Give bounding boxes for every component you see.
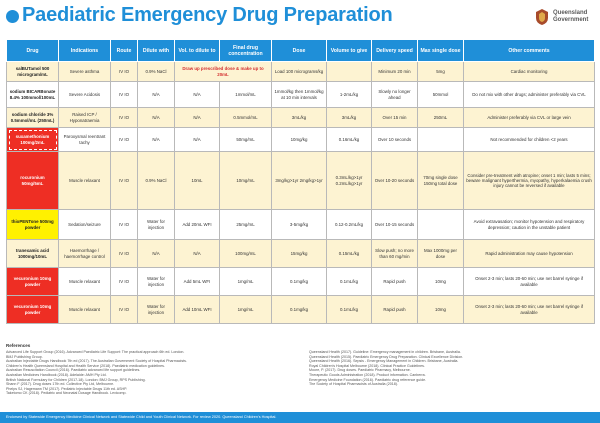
reference-item: Australian Injectable Drugs Handbook 7th ed (2017). The Australian Government Society of Hospital Pharmacists.	[6, 359, 187, 364]
reference-item: The Society of Hospital Pharmacists of Australia (2018).	[309, 382, 398, 387]
reference-item: Queensland Health (2016). Sepsis - Emergency Management in Children. Brisbane, Australia.	[309, 359, 459, 364]
cell-drug: vecuronium 10mg powder	[7, 268, 59, 296]
references-left-column	[6, 350, 291, 396]
cell-route: IV IO	[111, 108, 138, 128]
cell-route: IV IO	[111, 296, 138, 324]
cell-indications: Muscle relaxant	[59, 152, 111, 210]
cell-dose: 0.1mg/kg	[272, 268, 327, 296]
cell-speed: Over 10-20 seconds	[372, 152, 418, 210]
cell-dose: 1mmol/kg then 1mmol/kg at 10 min intervals	[272, 82, 327, 108]
cell-speed: Slow push; no more than 60 mg/min	[372, 240, 418, 268]
logo-line-1: Queensland	[553, 10, 588, 16]
reference-item: Shann F (2017). Drug doses 17th ed. Collective Pty Ltd, Melbourne.	[6, 382, 115, 387]
cell-comments: Avoid extravasation; monitor hypotension and respiratory depression; caution in the unstable patient	[464, 210, 595, 240]
cell-comments: Cardiac monitoring	[464, 62, 595, 82]
cell-drug: sodium BICARBonate 8.4% 100mmol/100mL	[7, 82, 59, 108]
cell-dilute: N/A	[138, 128, 175, 152]
header-dilute-with: Dilute with	[138, 40, 175, 62]
cell-speed: Over 10 seconds	[372, 128, 418, 152]
reference-item: Children's Health Queensland Hospital and Health Service (2018). Paediatric medication guidelines.	[6, 363, 165, 368]
cell-volume: 0.15mL/kg	[327, 240, 372, 268]
cell-dose: 3mg/kg>1yr 2mg/kg>1yr	[272, 152, 327, 210]
cell-route: IV IO	[111, 240, 138, 268]
cell-dose: 10mg/kg	[272, 128, 327, 152]
cell-dilute: 0.9% NaCl	[138, 152, 175, 210]
reference-item: Advanced Life Support Group (2016). Advanced Paediatric Life Support: The practical approach 6th ed. London.	[6, 350, 185, 354]
bullet-icon	[6, 10, 19, 23]
cell-route: IV IO	[111, 62, 138, 82]
reference-item: BMJ Publishing Group.	[6, 354, 43, 359]
table-row-suxamethonium	[7, 128, 595, 152]
cell-volume: 0.16mL/kg	[327, 128, 372, 152]
drug-table	[6, 39, 595, 324]
cell-drug: vecuronium 10mg powder	[7, 296, 59, 324]
cell-max: Max 1000mg per dose	[418, 240, 464, 268]
cell-dose: 3-5mg/kg	[272, 210, 327, 240]
cell-max: 70mg single dose 150mg total dose	[418, 152, 464, 210]
cell-drug: tranexamic acid 1000mg/10mL	[7, 240, 59, 268]
cell-indications: Muscle relaxant	[59, 296, 111, 324]
cell-dilute: Water for injection	[138, 210, 175, 240]
reference-item: Australian Medicines Handbook (2018). Adelaide: AMH Pty Ltd.	[6, 372, 107, 377]
cell-volume: 1-2mL/kg	[327, 82, 372, 108]
cell-route: IV IO	[111, 152, 138, 210]
cell-drug: sodium chloride 3% 0.5mmol/mL (250mL)	[7, 108, 59, 128]
page-title: Paediatric Emergency Drug Preparation	[22, 4, 393, 26]
reference-item: British National Formulary for Children (2017-18). London: BMJ Group, RPS Publishing.	[6, 377, 146, 382]
cell-vol: N/A	[175, 82, 220, 108]
cell-comments: Onset 2-3 min; lasts 20-60 min; use net barrel syringe if available	[464, 296, 595, 324]
cell-indications: Severe Acidosis	[59, 82, 111, 108]
header-vol-to-dilute: Vol. to dilute to	[175, 40, 220, 62]
page-footer	[0, 412, 600, 423]
references-section	[6, 343, 594, 409]
cell-vol: N/A	[175, 108, 220, 128]
cell-max: 5mg	[418, 62, 464, 82]
cell-volume: 0.12-0.2mL/kg	[327, 210, 372, 240]
cell-dilute: Water for injection	[138, 268, 175, 296]
cell-speed: Rapid push	[372, 268, 418, 296]
cell-final: 25mg/mL	[220, 210, 272, 240]
cell-comments: Consider pre-treatment with atropine; onset 1 min; lasts 5 mins; beware malignant hyperthermia, myopathy, hyperkalaemia crush injury cannot be reversed if available	[464, 152, 595, 210]
cell-max: 50mmol	[418, 82, 464, 108]
cell-max	[418, 210, 464, 240]
cell-max: 250mL	[418, 108, 464, 128]
reference-item: Therapeutic Goods Administration (2018). Product information. Canberra.	[309, 372, 426, 377]
cell-comments: Onset 2-3 min; lasts 20-60 min; use net barrel syringe if available	[464, 268, 595, 296]
cell-dose: 15mg/kg	[272, 240, 327, 268]
header-delivery-speed: Delivery speed	[372, 40, 418, 62]
reference-item: Queensland Health (2017). Guideline: Emergency management in children. Brisbane, Australia.	[309, 350, 461, 354]
cell-vol: 10mL	[175, 152, 220, 210]
table-row-vecuronium-5ml	[7, 268, 595, 296]
cell-comments: Rapid administration may cause hypotension	[464, 240, 595, 268]
cell-speed: Slowly no longer ahead	[372, 82, 418, 108]
cell-final: 1mg/mL	[220, 296, 272, 324]
cell-comments: Administer preferably via CVL or large vein	[464, 108, 595, 128]
cell-drug: salBUTamol 500 microgram/mL	[7, 62, 59, 82]
crest-icon	[534, 8, 550, 26]
cell-comments: Not recommended for children <2 years	[464, 128, 595, 152]
header-dose: Dose	[272, 40, 327, 62]
cell-final: 0.5mmol/mL	[220, 108, 272, 128]
cell-route: IV IO	[111, 268, 138, 296]
reference-item: Queensland Health (2015). Paediatric Emergency Drug Preparation. Clinical Excellence Division.	[309, 354, 464, 359]
cell-route: IV IO	[111, 82, 138, 108]
header-volume-to-give: Volume to give	[327, 40, 372, 62]
cell-final: 1mmol/mL	[220, 82, 272, 108]
table-header-row	[7, 40, 595, 62]
table-row-salbutamol	[7, 62, 595, 82]
cell-volume	[327, 62, 372, 82]
cell-final: 100mg/mL	[220, 240, 272, 268]
cell-indications: Raised ICP / Hyponatraemia	[59, 108, 111, 128]
page-header	[0, 0, 600, 38]
header-route: Route	[111, 40, 138, 62]
table-row-sodium-chloride	[7, 108, 595, 128]
reference-item: Taketomo CK (2018). Pediatric and Neonatal Dosage Handbook. Lexicomp.	[6, 391, 127, 396]
header-other-comments: Other comments	[464, 40, 595, 62]
cell-dose: 0.1mg/kg	[272, 296, 327, 324]
cell-route: IV IO	[111, 210, 138, 240]
cell-vol-merged: Draw up prescribed dose & make up to 20mL	[175, 62, 272, 82]
references-right-column	[309, 350, 594, 387]
header-drug: Drug	[7, 40, 59, 62]
reference-item: Emergency Medicine Foundation (2016). Paediatric drug reference guide.	[309, 377, 427, 382]
cell-speed: Rapid push	[372, 296, 418, 324]
cell-dilute: N/A	[138, 82, 175, 108]
reference-item: Moore, P. (2017). Drug doses. Paediatric Pharmacy, Melbourne.	[309, 368, 411, 373]
cell-dilute: Water for injection	[138, 296, 175, 324]
footer-text: Endorsed by Statewide Emergency Medicine Clinical Network and Statewide Child and Youth Clinical Network. For review 2020. Queensland Children's Hospital.	[6, 415, 277, 419]
header-max-single-dose: Max single dose	[418, 40, 464, 62]
cell-volume: 0.1mL/kg	[327, 296, 372, 324]
cell-max	[418, 128, 464, 152]
cell-max: 10mg	[418, 296, 464, 324]
cell-speed: Minimum 20 min	[372, 62, 418, 82]
cell-drug: thioPENTone 500mg powder	[7, 210, 59, 240]
cell-vol: Add 5mL WFI	[175, 268, 220, 296]
table-row-thiopentone	[7, 210, 595, 240]
cell-dose: 3mL/kg	[272, 108, 327, 128]
table-row-sodium-bicarbonate	[7, 82, 595, 108]
header-final-concentration: Final drug concentration	[220, 40, 272, 62]
cell-vol: N/A	[175, 128, 220, 152]
reference-item: Phelps SJ, Hagemann TM (2017). Pediatric Injectable Drugs 11th ed. ASHP.	[6, 386, 128, 391]
cell-vol: Add 10mL WFI	[175, 296, 220, 324]
logo-line-2: Government	[553, 17, 589, 23]
cell-indications: Muscle relaxant	[59, 268, 111, 296]
cell-dilute: 0.9% NaCl	[138, 62, 175, 82]
logo-text	[553, 10, 588, 24]
cell-vol: N/A	[175, 240, 220, 268]
table-row-rocuronium	[7, 152, 595, 210]
cell-indications: Paroxysmal reentrant tachy	[59, 128, 111, 152]
cell-indications: Haemorrhage / haemorrhage control	[59, 240, 111, 268]
cell-final: 50mg/mL	[220, 128, 272, 152]
cell-final: 10mg/mL	[220, 152, 272, 210]
cell-speed: Over 15 min	[372, 108, 418, 128]
cell-dose: Load 100 micrograms/kg	[272, 62, 327, 82]
cell-volume: 3mL/kg	[327, 108, 372, 128]
cell-volume: 0.3mL/kg>1yr 0.2mL/kg>1yr	[327, 152, 372, 210]
cell-drug: suxamethonium 100mg/2mL	[7, 128, 59, 152]
queensland-government-logo	[534, 6, 592, 34]
cell-vol: Add 20mL WFI	[175, 210, 220, 240]
cell-max: 10mg	[418, 268, 464, 296]
table-row-tranexamic-acid	[7, 240, 595, 268]
table-row-vecuronium-10ml	[7, 296, 595, 324]
cell-drug: rocuronium 50mg/5mL	[7, 152, 59, 210]
cell-final: 1mg/mL	[220, 268, 272, 296]
reference-item: Australian Resuscitation Council (2016). Paediatric advanced life support guidelines.	[6, 368, 141, 373]
cell-volume: 0.1mL/kg	[327, 268, 372, 296]
references-title: References	[6, 343, 31, 348]
cell-indications: Sedation/seizure	[59, 210, 111, 240]
cell-indications: Severe asthma	[59, 62, 111, 82]
cell-dilute: N/A	[138, 240, 175, 268]
cell-speed: Over 10-15 seconds	[372, 210, 418, 240]
header-indications: Indications	[59, 40, 111, 62]
cell-comments: Do not mix with other drugs; administer preferably via CVL	[464, 82, 595, 108]
cell-dilute: N/A	[138, 108, 175, 128]
reference-item: Royal Children's Hospital Melbourne (2018). Clinical Practice Guidelines.	[309, 363, 425, 368]
cell-route: IV IO	[111, 128, 138, 152]
